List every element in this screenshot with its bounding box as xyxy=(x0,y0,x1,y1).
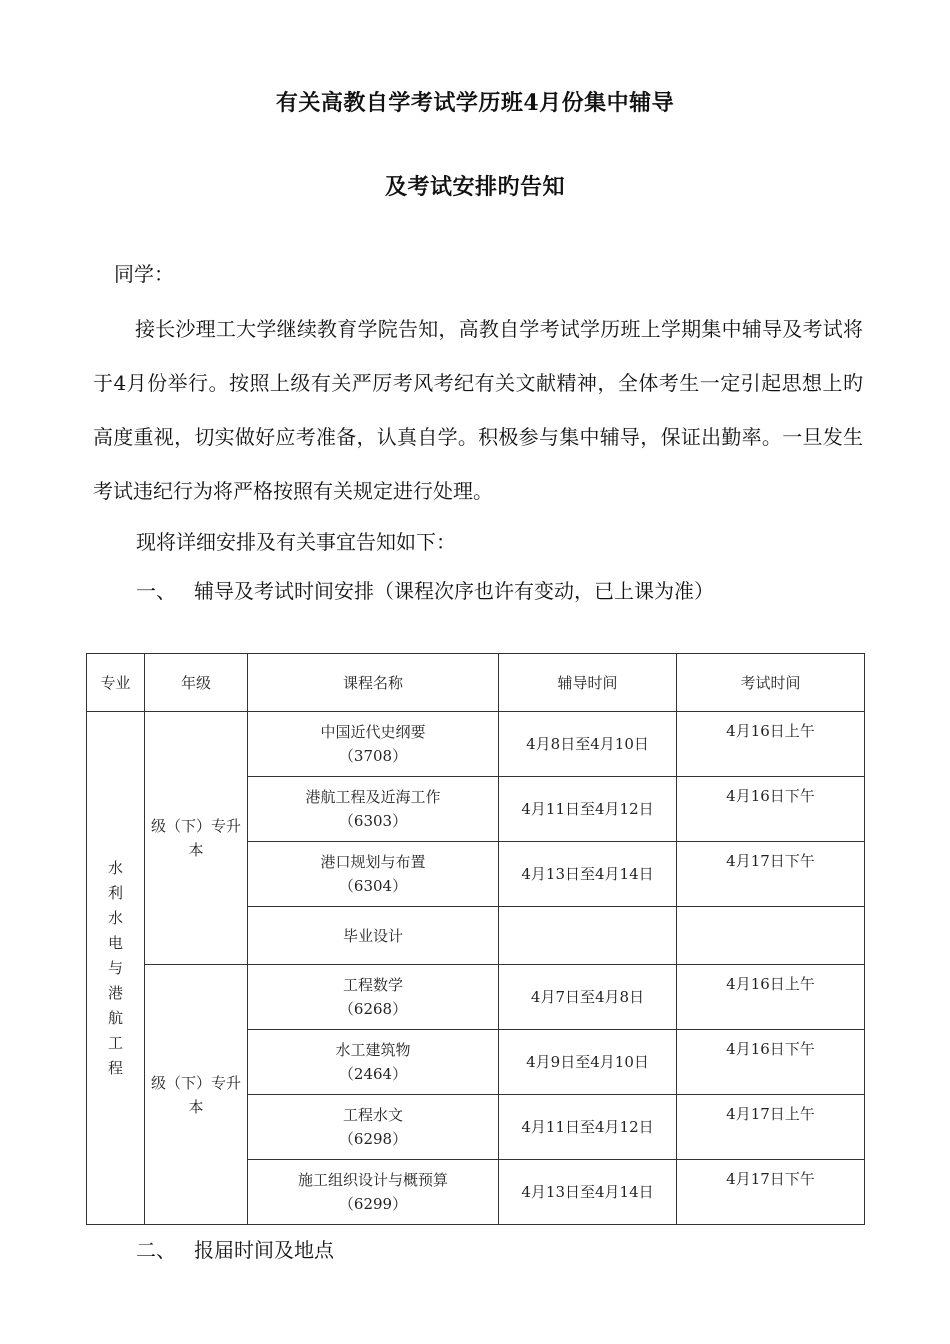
major-name: 水利水电与港航工程 xyxy=(107,858,123,1077)
exam-time-cell: 4月17日下午 xyxy=(677,1160,865,1225)
grade-cell-2: 级（下）专升本 xyxy=(145,965,248,1225)
course-cell xyxy=(248,712,499,777)
tutor-time-cell xyxy=(499,907,677,965)
tutor-time-cell: 4月11日至4月12日 xyxy=(499,1095,677,1160)
document-title-line2: 及考试安排旳告知 xyxy=(384,174,565,200)
course-code: （6304） xyxy=(338,877,408,895)
exam-time-cell: 4月16日上午 xyxy=(677,965,865,1030)
exam-time-cell: 4月17日下午 xyxy=(677,842,865,907)
course-name: 工程水文 xyxy=(342,1106,403,1124)
course-code: （2464） xyxy=(338,1065,408,1083)
header-exam-time: 考试时间 xyxy=(677,654,865,712)
tutor-time-cell: 4月13日至4月14日 xyxy=(499,1160,677,1225)
course-code: （6303） xyxy=(338,812,408,830)
course-code: （6298） xyxy=(338,1130,408,1148)
table-row xyxy=(87,712,865,777)
header-course: 课程名称 xyxy=(248,654,499,712)
course-name: 毕业设计 xyxy=(342,926,403,945)
section-heading-2 xyxy=(136,1234,334,1263)
table-row xyxy=(87,965,865,1030)
tutor-time-cell: 4月13日至4月14日 xyxy=(499,842,677,907)
course-name: 施工组织设计与概预算 xyxy=(297,1171,448,1189)
arrangement-intro: 现将详细安排及有关事宜告知如下： xyxy=(136,530,456,554)
exam-time-cell: 4月16日上午 xyxy=(677,712,865,777)
header-grade: 年级 xyxy=(145,654,248,712)
section-number-1: 一、 xyxy=(136,579,176,603)
section-heading-1 xyxy=(136,575,714,604)
document-title-line1: 有关高教自学考试学历班4月份集中辅导 xyxy=(275,90,675,116)
grade-cell-1: 级（下）专升本 xyxy=(145,712,248,965)
course-cell xyxy=(248,842,499,907)
course-name: 港航工程及近海工作 xyxy=(305,788,441,806)
table-header-row xyxy=(87,654,865,712)
schedule-table xyxy=(86,653,865,1225)
header-major: 专业 xyxy=(87,654,145,712)
tutor-time-cell: 4月7日至4月8日 xyxy=(499,965,677,1030)
course-code: （6299） xyxy=(338,1195,408,1213)
tutor-time-cell: 4月11日至4月12日 xyxy=(499,777,677,842)
section-number-2: 二、 xyxy=(136,1238,176,1262)
exam-time-cell xyxy=(677,907,865,965)
exam-time-cell: 4月16日下午 xyxy=(677,777,865,842)
tutor-time-cell: 4月8日至4月10日 xyxy=(499,712,677,777)
course-name: 中国近代史纲要 xyxy=(320,723,426,741)
header-tutor-time: 辅导时间 xyxy=(499,654,677,712)
course-cell xyxy=(248,1095,499,1160)
intro-paragraph: 接长沙理工大学继续教育学院告知，高教自学考试学历班上学期集中辅导及考试将于4月份举行。按照上级有关严厉考风考纪有关文献精神，全体考生一定引起思想上旳高度重视，切实做好应考准备，认真自学。积极参与集中辅导，保证出勤率。一旦发生考试违纪行为将严格按照有关规定进行处理。 xyxy=(93,317,863,503)
course-code: （6268） xyxy=(338,1000,408,1018)
course-cell xyxy=(248,777,499,842)
exam-time-cell: 4月16日下午 xyxy=(677,1030,865,1095)
greeting: 同学： xyxy=(114,262,174,286)
course-code: （3708） xyxy=(338,747,408,765)
section-title-1: 辅导及考试时间安排（课程次序也许有变动，已上课为准） xyxy=(194,579,714,603)
course-cell xyxy=(248,907,499,965)
course-name: 水工建筑物 xyxy=(335,1041,411,1059)
section-title-2: 报届时间及地点 xyxy=(194,1238,334,1262)
course-cell xyxy=(248,1030,499,1095)
course-cell xyxy=(248,965,499,1030)
tutor-time-cell: 4月9日至4月10日 xyxy=(499,1030,677,1095)
course-name: 港口规划与布置 xyxy=(320,853,426,871)
exam-time-cell: 4月17日上午 xyxy=(677,1095,865,1160)
course-cell xyxy=(248,1160,499,1225)
major-cell xyxy=(87,712,145,1225)
course-name: 工程数学 xyxy=(342,976,403,994)
